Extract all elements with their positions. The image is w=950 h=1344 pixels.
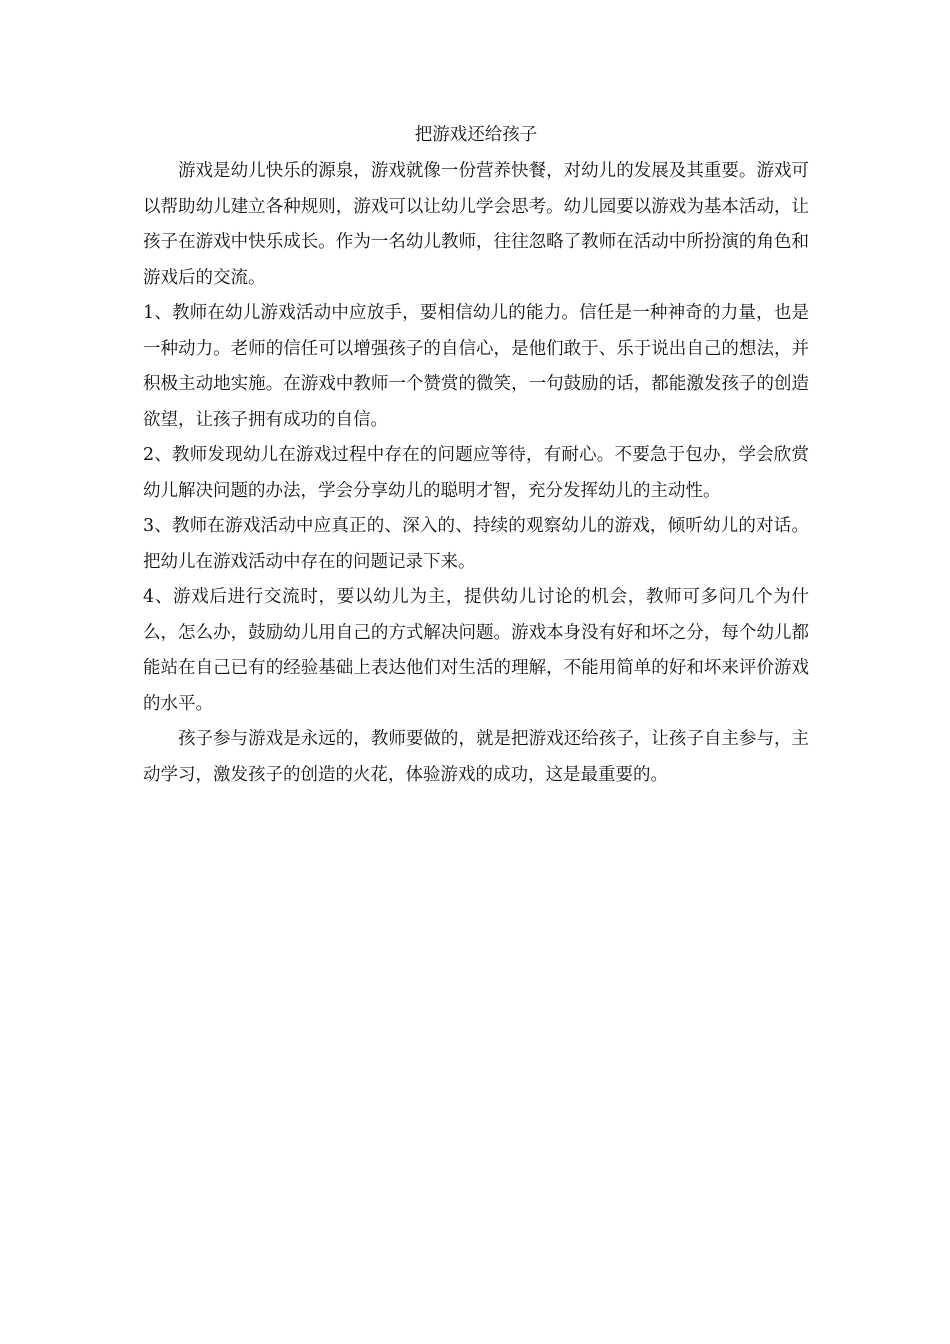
paragraph-intro: 游戏是幼儿快乐的源泉，游戏就像一份营养快餐，对幼儿的发展及其重要。游戏可以帮助幼儿建立各种规则，游戏可以让幼儿学会思考。幼儿园要以游戏为基本活动，让孩子在游戏中快乐成长。作为一名幼儿教师，往往忽略了教师在活动中所扮演的角色和游戏后的交流。 xyxy=(143,161,809,288)
paragraph-point-1: 1、教师在幼儿游戏活动中应放手，要相信幼儿的能力。信任是一种神奇的力量，也是一种动力。老师的信任可以增强孩子的自信心，是他们敢于、乐于说出自己的想法，并积极主动地实施。在游戏中教师一个赞赏的微笑，一句鼓励的话，都能激发孩子的创造欲望，让孩子拥有成功的自信。 xyxy=(143,303,809,430)
paragraph-point-2: 2、教师发现幼儿在游戏过程中存在的问题应等待，有耐心。不要急于包办，学会欣赏幼儿解决问题的办法，学会分享幼儿的聪明才智，充分发挥幼儿的主动性。 xyxy=(143,445,809,501)
paragraph-conclusion: 孩子参与游戏是永远的，教师要做的，就是把游戏还给孩子，让孩子自主参与，主动学习，激发孩子的创造的火花，体验游戏的成功，这是最重要的。 xyxy=(143,729,809,785)
paragraph-point-3: 3、教师在游戏活动中应真正的、深入的、持续的观察幼儿的游戏，倾听幼儿的对话。把幼儿在游戏活动中存在的问题记录下来。 xyxy=(143,516,809,572)
document-title: 把游戏还给孩子 xyxy=(414,125,538,145)
document-body xyxy=(143,118,809,793)
paragraph-point-4: 4、游戏后进行交流时，要以幼儿为主，提供幼儿讨论的机会，教师可多问几个为什么，怎么办，鼓励幼儿用自己的方式解决问题。游戏本身没有好和坏之分，每个幼儿都能站在自己已有的经验基础上表达他们对生活的理解，不能用简单的好和坏来评价游戏的水平。 xyxy=(143,587,809,714)
